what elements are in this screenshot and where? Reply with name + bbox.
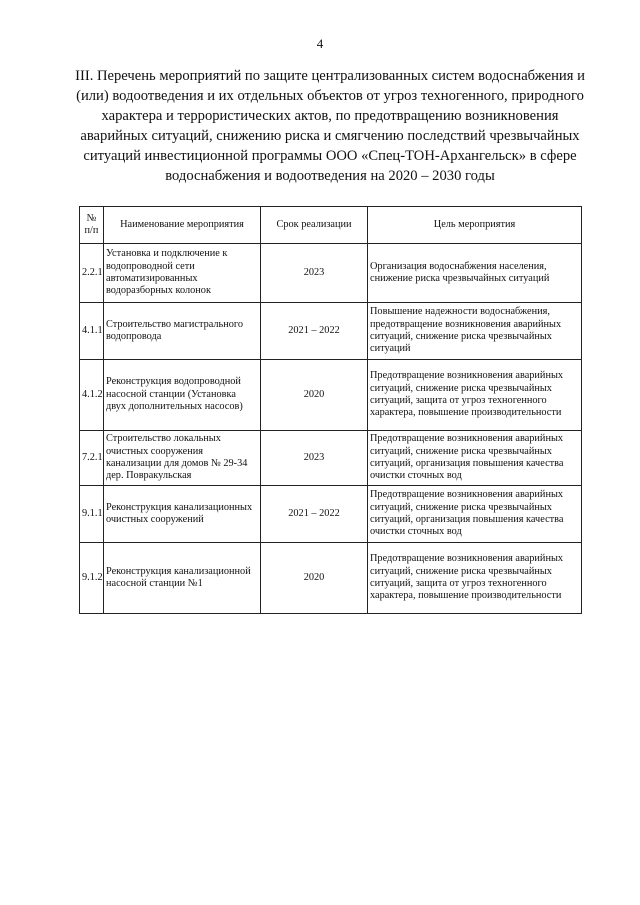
table-row — [80, 543, 582, 614]
row-num: 7.2.1 — [80, 431, 104, 486]
row-goal: Предотвращение возникновения аварийных ситуаций, снижение риска чрезвычайных ситуаций, организация повышения качества очистки сточных вод — [368, 431, 582, 486]
row-num: 4.1.1 — [80, 303, 104, 360]
table-row — [80, 431, 582, 486]
row-goal: Предотвращение возникновения аварийных ситуаций, снижение риска чрезвычайных ситуаций, защита от угроз техногенного характера, повышение производительности — [368, 360, 582, 431]
events-table — [79, 206, 582, 614]
row-term: 2020 — [261, 360, 368, 431]
row-goal: Повышение надежности водоснабжения, предотвращение возникновения аварийных ситуаций, снижение риска чрезвычайных ситуаций — [368, 303, 582, 360]
row-term: 2021 – 2022 — [261, 303, 368, 360]
row-num: 4.1.2 — [80, 360, 104, 431]
table-row — [80, 360, 582, 431]
row-name: Реконструкция канализационной насосной станции №1 — [104, 543, 261, 614]
table-header-row — [80, 207, 582, 244]
row-term: 2020 — [261, 543, 368, 614]
row-name: Реконструкция водопроводной насосной станции (Установка двух дополнительных насосов) — [104, 360, 261, 431]
row-goal: Организация водоснабжения населения, снижение риска чрезвычайных ситуаций — [368, 244, 582, 303]
page-number: 4 — [316, 36, 324, 51]
row-term: 2023 — [261, 431, 368, 486]
row-term: 2021 – 2022 — [261, 486, 368, 543]
row-goal: Предотвращение возникновения аварийных ситуаций, снижение риска чрезвычайных ситуаций, организация повышения качества очистки сточных вод — [368, 486, 582, 543]
table-row — [80, 486, 582, 543]
row-num: 9.1.1 — [80, 486, 104, 543]
row-name: Строительство локальных очистных сооружения канализации для домов № 29-34 дер. Повракульская — [104, 431, 261, 486]
header-goal: Цель мероприятия — [368, 207, 582, 244]
row-name: Реконструкция канализационных очистных сооружений — [104, 486, 261, 543]
header-term: Срок реализации — [261, 207, 368, 244]
row-term: 2023 — [261, 244, 368, 303]
row-num: 9.1.2 — [80, 543, 104, 614]
table-row — [80, 244, 582, 303]
row-goal: Предотвращение возникновения аварийных ситуаций, снижение риска чрезвычайных ситуаций, защита от угроз техногенного характера, повышение производительности — [368, 543, 582, 614]
row-name: Строительство магистрального водопровода — [104, 303, 261, 360]
section-title: III. Перечень мероприятий по защите централизованных систем водоснабжения и (или) водоотведения и их отдельных объектов от угроз техногенного, природного характера и террористических актов, по предотвращению возникновения аварийных ситуаций, снижению риска и смягчению последствий чрезвычайных ситуаций инвестиционной программы ООО «Спец-ТОН-Архангельск» в сфере водоснабжения и водоотведения на 2020 – 2030 годы — [75, 68, 585, 184]
header-num: № п/п — [80, 207, 104, 244]
table-row — [80, 303, 582, 360]
row-name: Установка и подключение к водопроводной сети автоматизированных водоразборных колонок — [104, 244, 261, 303]
row-num: 2.2.1 — [80, 244, 104, 303]
header-name: Наименование мероприятия — [104, 207, 261, 244]
